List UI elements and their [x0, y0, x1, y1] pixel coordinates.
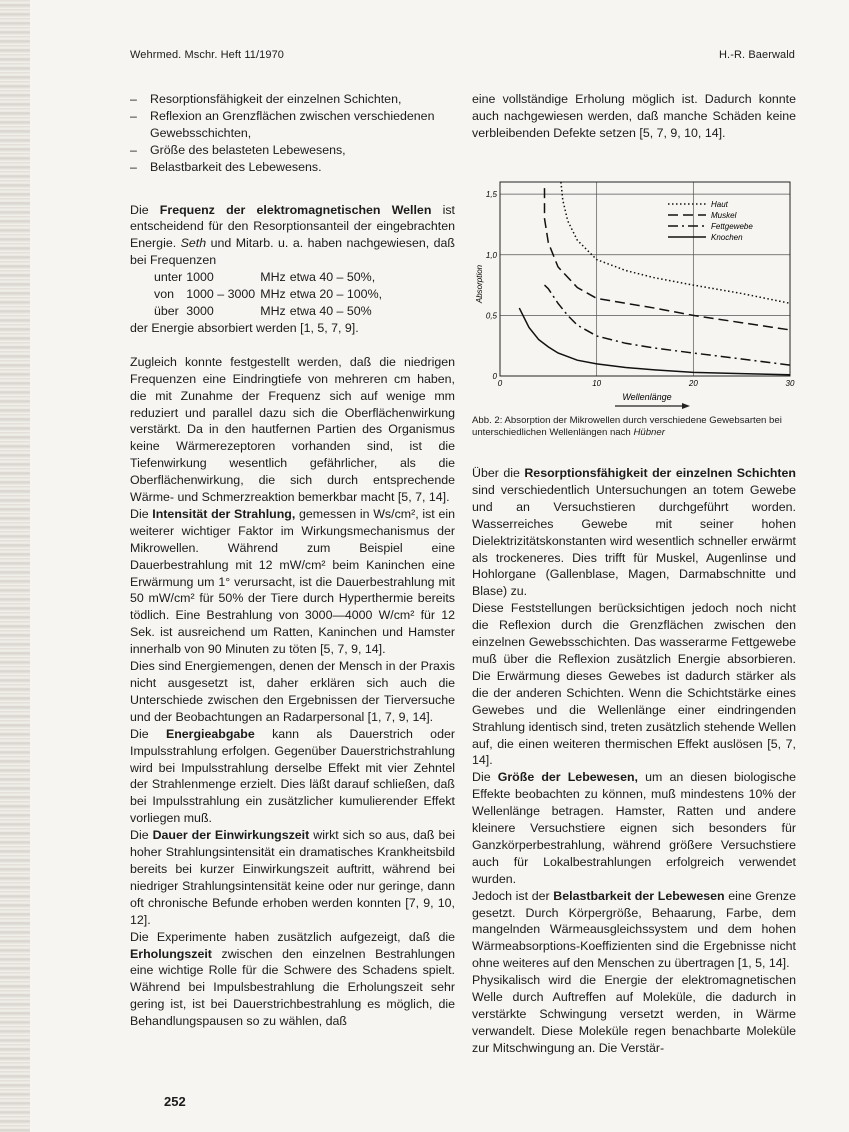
text: und Mitarb. u. a. haben nachgewiesen, daß bei Frequenzen [130, 236, 455, 268]
series-line-haut [561, 182, 790, 303]
paragraph-frequenz-end: der Energie absorbiert werden [1, 5, 7, 9]. [130, 320, 359, 335]
paragraph-feststellungen: Diese Feststellungen berücksichtigen jedoch noch nicht die Reflexion durch die Grenzflächen zwischen den einzelnen Gewebsschichten. Das wasserarme Fettgewebe muß über die Reflexion zusätzlich Energie absorbieren. Die Erwärmung dieses Gewebes ist dadurch stärker als die der anderen Schichten. Wenn die Schichtstärke eines Gewebes und die Wellenlänge einer eindringenden Strahlung identisch sind, treten zusätzlich stehende Wellen auf, die einen weiteren thermischen Effekt auslösen [5, 7, 14]. [472, 601, 796, 768]
page-number: 252 [164, 1094, 186, 1109]
text: sind verschiedentlich Untersuchungen an totem Gewebe und an Versuchstieren durchgeführt worden. Wasserreiches Gewebe mit seiner hohen Dielektrizitätskonstanten wird wesentlich schneller erwärmt als trockeneres. Dies trifft für Muskel, Augenlinse und Hohlorgane (Gallenblase, Magen, Darmabschnitte und Blase) zu. [472, 482, 796, 599]
table-cell: MHz [260, 303, 286, 318]
y-tick-label: 1,5 [485, 190, 497, 200]
x-tick-label: 20 [688, 379, 698, 388]
text: um an diesen biologische Effekte beobachten zu können, muß mindestens 10% der Wellenlänge betragen. Hamster, Ratten und andere kleinere Versuchstiere eignen sich besonders für Ganzkörperbestrahlung, während größere Versuchstiere auch für Lokalbestrahlungen erfolgreich verwendet wurden. [472, 770, 796, 886]
list-item: – Reflexion an Grenzflächen zwischen verschiedenen Gewebsschichten, [130, 108, 455, 142]
bold-term: Dauer der Einwirkungszeit [152, 828, 310, 843]
table-cell: etwa 40 – 50% [289, 303, 372, 318]
bold-term: Erholungszeit [130, 946, 212, 961]
bold-term: Belastbarkeit der Lebewesen [553, 888, 725, 903]
x-tick-label: 10 [592, 379, 602, 388]
x-tick-label: 30 [785, 379, 795, 388]
factor-list [130, 91, 455, 176]
y-tick-label: 1,0 [485, 250, 497, 260]
table-cell: MHz [260, 287, 286, 302]
paragraph-energieabgabe [130, 726, 455, 827]
table-cell: 1000 – 3000 [186, 287, 256, 302]
table-cell: 3000 [186, 303, 214, 318]
list-item: – Resorptionsfähigkeit der einzelnen Schichten, [130, 91, 455, 108]
legend-label: Fettgewebe [711, 222, 753, 231]
y-tick-label: 0 [492, 372, 497, 381]
paragraph-erholungszeit [130, 929, 455, 1030]
table-cell: MHz [260, 270, 286, 285]
table-cell: etwa 20 – 100%, [289, 287, 383, 302]
right-column-top [472, 91, 796, 142]
x-axis-label: Wellenlänge [622, 392, 672, 402]
text: Die [130, 828, 153, 843]
series-line-muskel [545, 188, 791, 330]
bold-term: Frequenz der elektromagnetischen Wellen [159, 202, 432, 217]
bold-term: Größe der Lebewesen, [497, 770, 638, 785]
table-cell: etwa 40 – 50%, [289, 270, 376, 285]
text: Die [130, 726, 166, 741]
text: kann als Dauerstrich oder Impulsstrahlung erfolgen. Gegenüber Dauerstrichstrahlung wird bei Impulsstrahlung derselbe Effekt mit vier Zehntel der Strahlenmenge erzielt. Dies läßt darauf schließen, daß bei Impulsstrahlung ein zusätzlicher kumulierender Effekt vorliegen muß. [130, 726, 455, 826]
paragraph-groesse [472, 769, 796, 887]
bold-term: Intensität der Strahlung, [152, 506, 296, 521]
paragraph-belastbarkeit [472, 888, 796, 973]
series-line-knochen [519, 308, 790, 375]
y-axis-label: Absorption [475, 264, 484, 304]
text: eine Grenze gesetzt. Durch Körpergröße, Behaarung, Farbe, dem mangelnden Wärmeausgleichssystem und dem hohen Wärmeabsorptions-Koeffizienten sind die Ergebnisse nicht ohne weiteres auf den Menschen zu übertragen [1, 5, 14]. [472, 888, 796, 971]
italic-name: Hübner [633, 427, 665, 438]
paragraph-resorption [472, 465, 796, 600]
legend-label: Haut [711, 200, 728, 209]
figure-caption [472, 415, 797, 439]
text: Die [472, 770, 498, 785]
bold-term: Energieabgabe [165, 726, 255, 741]
text: ist entscheidend für den Resorptionsanteil der eingebrachten Energie. [130, 202, 455, 251]
table-row [154, 269, 386, 286]
table-cell: von [154, 287, 174, 302]
paragraph-intensitaet [130, 506, 455, 658]
absorption-chart [472, 172, 802, 412]
table-cell: unter [154, 270, 183, 285]
bold-term: Resorptionsfähigkeit der einzelnen Schichten [524, 466, 796, 480]
left-column [130, 91, 455, 1030]
table-row [154, 303, 386, 320]
author-header: H.-R. Baerwald [719, 49, 795, 61]
chart-series [519, 182, 790, 375]
legend-label: Knochen [711, 233, 743, 242]
y-tick-label: 0,5 [485, 311, 497, 321]
table-row [154, 286, 386, 303]
right-column-bottom [472, 465, 796, 1057]
list-item: – Belastbarkeit des Lebewesens. [130, 159, 455, 176]
legend-label: Muskel [711, 211, 737, 220]
italic-name: Seth [180, 236, 207, 251]
paragraph-einwirkungszeit [130, 827, 455, 928]
list-item: – Größe des belasteten Lebewesens, [130, 142, 455, 159]
paragraph-eindringtiefe: Zugleich konnte festgestellt werden, daß die niedrigen Frequenzen eine Eindringtiefe von mehreren cm haben, die mit Zunahme der Frequenz sich auf wenige mm reduziert und parallel dazu sich die Oberflächenwirkung verstärkt. Da in den hautfernen Partien des Organismus keine Wärmerezeptoren vorhanden sind, ist die Tiefenwirkung wesentlich gefährlicher, als die Oberflächenwirkung, die sich durch entsprechende Wärme- und Schmerzreaktion bemerkbar macht [5, 7, 14]. [130, 354, 455, 505]
journal-header: Wehrmed. Mschr. Heft 11/1970 [130, 49, 285, 61]
text: Jedoch ist der [472, 888, 554, 903]
text: zwischen den einzelnen Bestrahlungen eine wichtige Rolle für die Schwere des Schadens spielt. Während bei Impulsbestrahlung die Erholungszeit sehr gering ist, ist bei Dauerstrichbestrahlung es möglich, die Behandlungspausen so zu wählen, daß [130, 946, 455, 1029]
paragraph-frequenz [130, 202, 455, 270]
table-cell: 1000 [186, 270, 214, 285]
text: Die [130, 202, 160, 217]
scan-edge-shading [0, 0, 30, 1132]
table-cell: über [154, 303, 179, 318]
text: Über die [472, 466, 525, 480]
text: gemessen in Ws/cm², ist ein weiterer wichtiger Faktor im Wirkungsmechanismus der Mikrowellen. Während zum Beispiel eine Dauerbestrahlung mit 12 mW/cm² beim Kaninchen eine Erwärmung um 1° verursacht, ist die Dauerbestrahlung mit 50 mW/cm² für 50% der Tiere durch Hyperthermie bereits tödlich. Eine Bestrahlung von 3000—4000 W/cm² für 12 Sek. ist ausreichend um Ratten, Kaninchen und Hamster innerhalb von 90 Minuten zu töten [5, 7, 9, 14]. [130, 506, 455, 657]
frequency-table [154, 269, 386, 320]
text: Die Experimente haben zusätzlich aufgezeigt, daß die [130, 929, 455, 944]
chart-axes [486, 182, 795, 388]
paragraph-energiemengen: Dies sind Energiemengen, denen der Mensch in der Praxis nicht ausgesetzt ist, daher erklären sich auch die Unterschiede zwischen den Ergebnissen der Tierversuche und der Beobachtungen an Radarpersonal [1, 7, 9, 14]. [130, 659, 455, 724]
text: Abb. 2: Absorption der Mikrowellen durch verschiedene Gewebsarten bei unterschiedlichen Wellenlängen nach [472, 415, 782, 438]
text: wirkt sich so aus, daß bei hoher Strahlungsintensität ein dramatisches Krankheitsbild bereits bei kurzer Einwirkungszeit auftritt, während bei niedriger Strahlungsintensität keine oder nur geringe, dann oft chronische Befunde erhoben werden konnten [7, 9, 10, 12]. [130, 828, 456, 927]
x-axis-arrow [615, 403, 690, 409]
chart-legend [668, 200, 753, 242]
x-tick-label: 0 [497, 379, 503, 388]
paragraph-erholung-cont: eine vollständige Erholung möglich ist. Dadurch konnte auch nachgewiesen werden, daß manche Schäden keine verbleibenden Defekte setzen [5, 7, 9, 10, 14]. [472, 92, 796, 140]
text: Die [130, 506, 153, 521]
chart-svg [472, 172, 802, 412]
paragraph-physikalisch: Physikalisch wird die Energie der elektromagnetischen Welle durch Auftreffen auf Moleküle, die dadurch in verstärkte Schwingung versetzt werden, in Wärme verwandelt. Diese Moleküle regen benachbarte Moleküle zur Mitschwingung an. Die Verstär- [472, 973, 796, 1055]
